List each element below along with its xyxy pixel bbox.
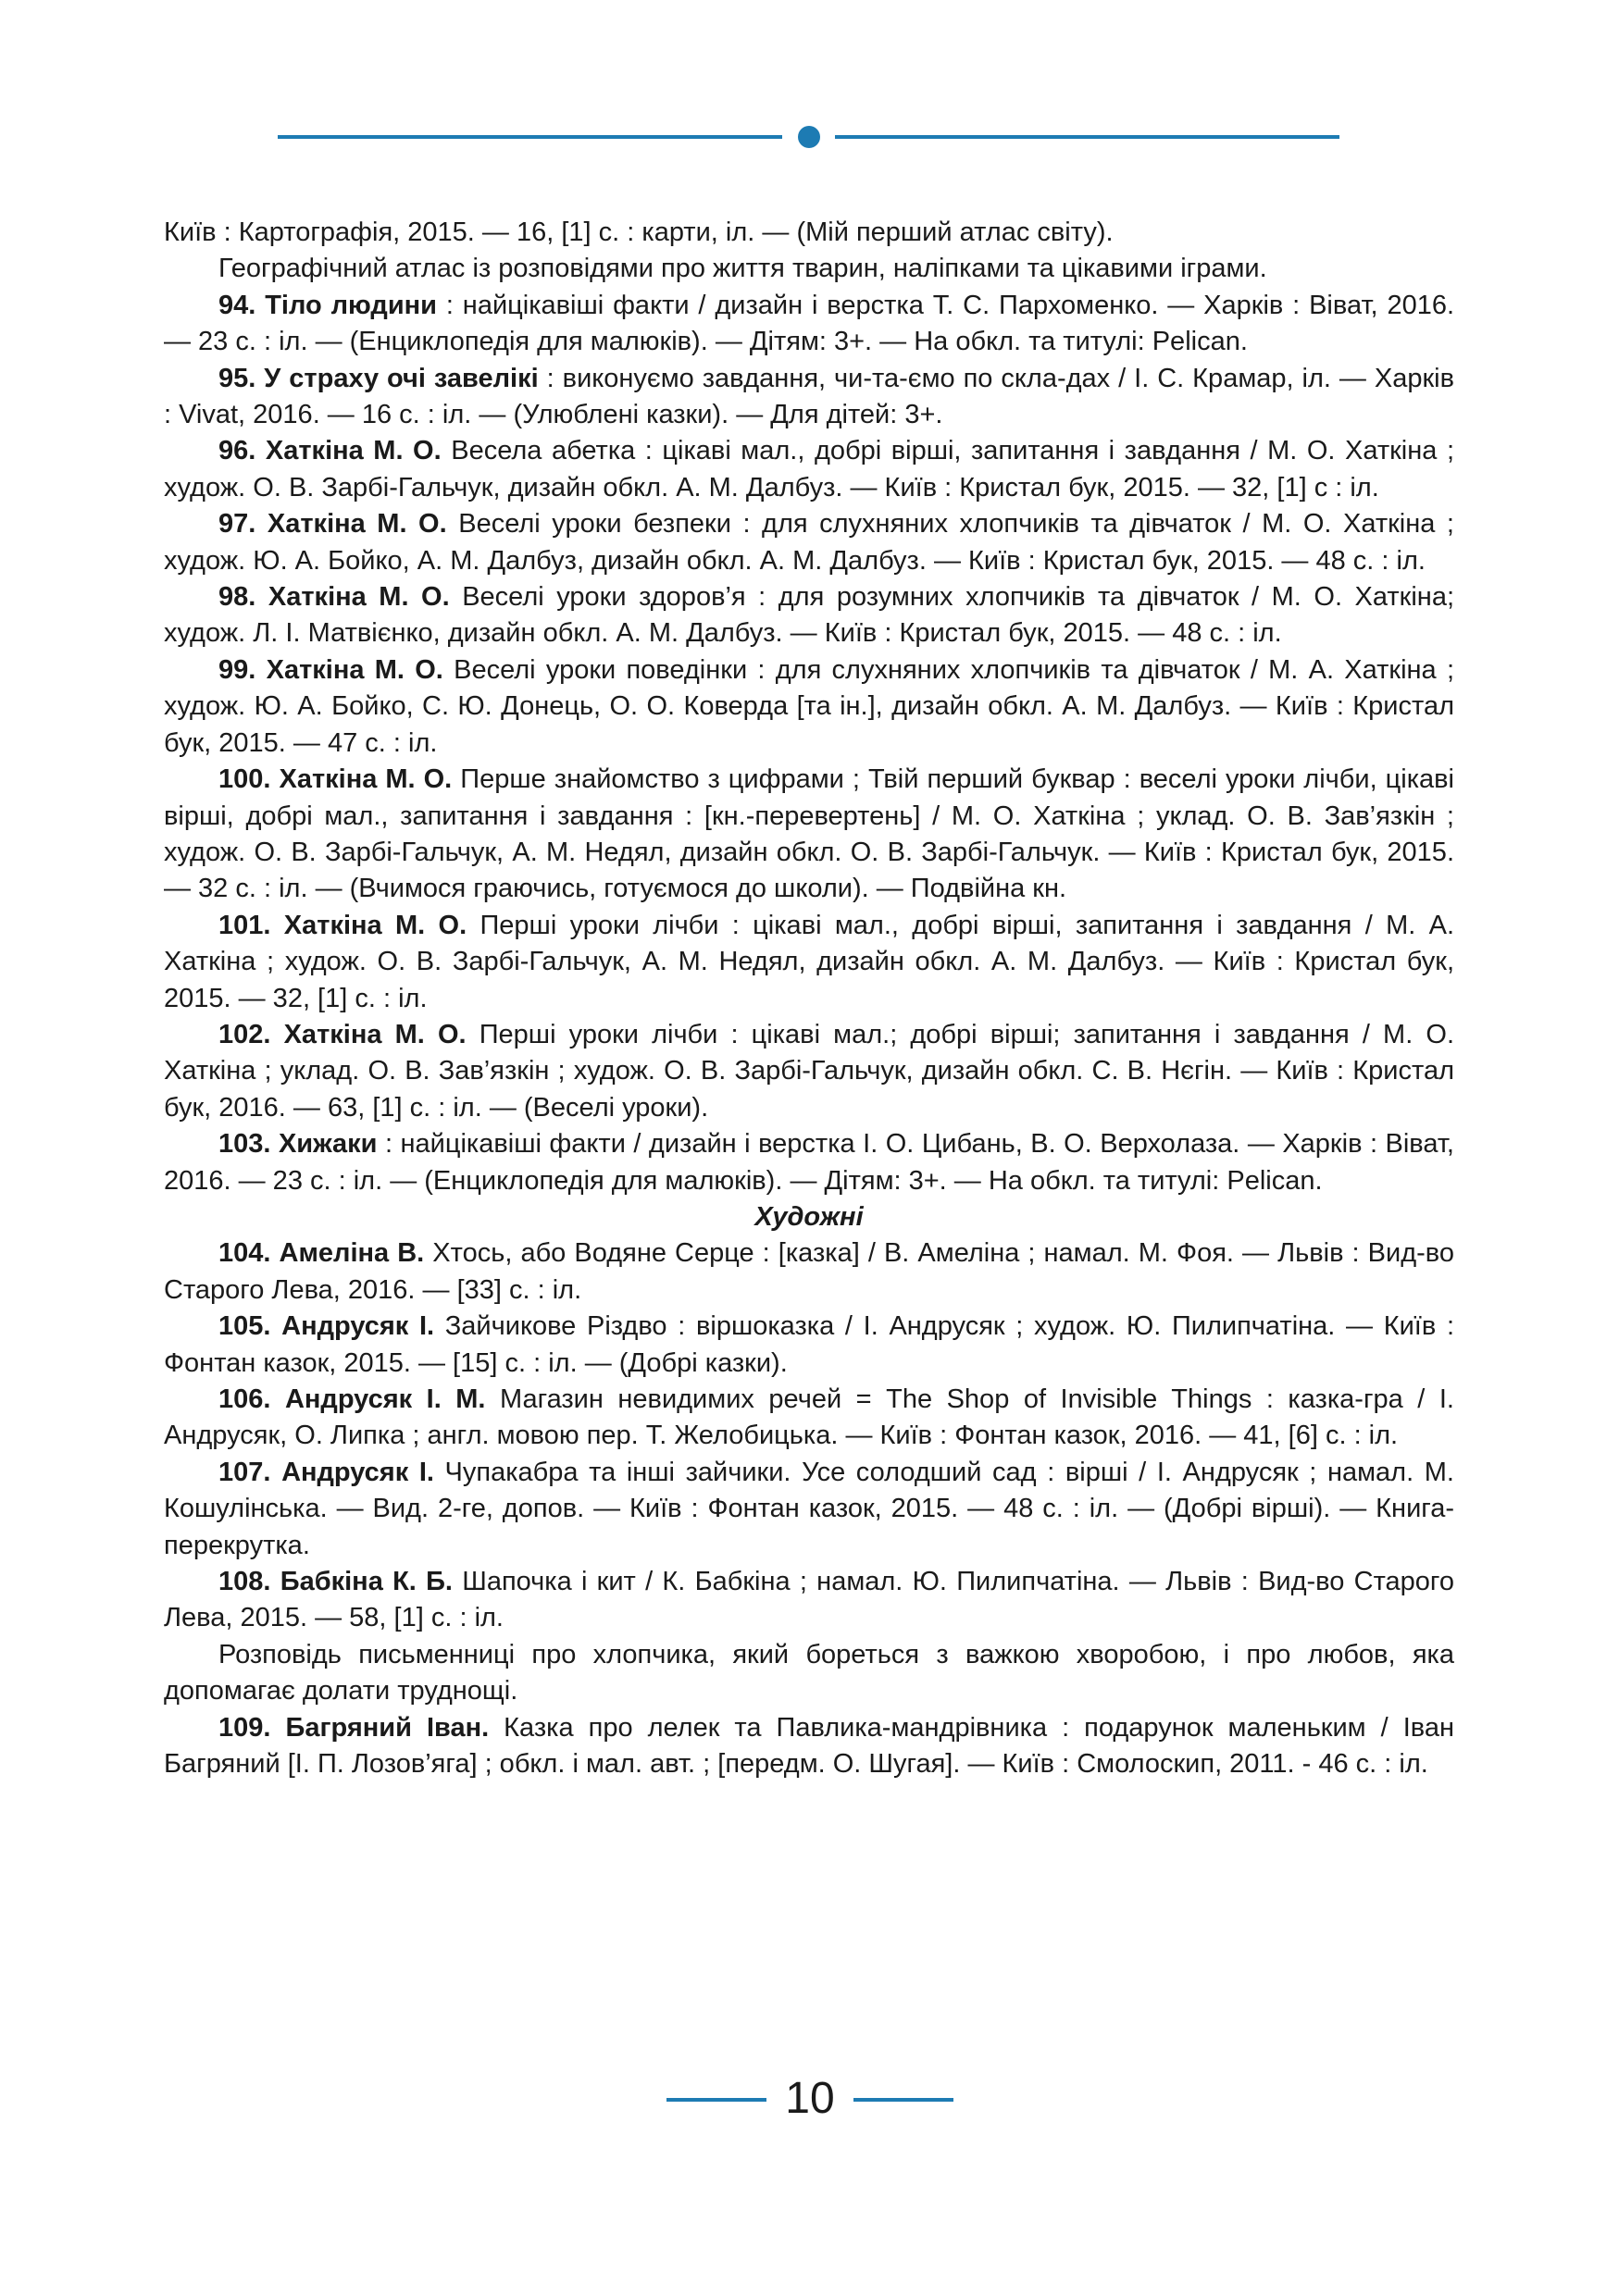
entry-author: Хаткіна М. О. <box>266 654 443 685</box>
entry-author: Хаткіна М. О. <box>265 436 442 466</box>
bibliography-entry <box>164 288 1454 361</box>
bibliography-entry <box>164 1126 1454 1199</box>
entry-text: Веселі уроки поведінки : для слухняних хлопчиків та дівчаток / М. А. Хаткіна ; худож. Ю. А. Бойко, С. Ю. Донець, О. О. Коверда [та ін.], дизайн обкл. А. М. Далбуз. — Київ : Кристал бук, 2015. — 47 с. : іл. <box>164 654 1454 758</box>
bibliography-entry <box>164 433 1454 506</box>
section-heading: Художні <box>754 1201 864 1232</box>
entry-text: Казка про лелек та Павлика-мандрівника : подарунок маленьким / Іван Багряний [І. П. Лозов’яга] ; обкл. і мал. авт. ; [передм. О. Шугая]. — Київ : Смолоскип, 2011. - 46 с. : іл. <box>164 1712 1454 1780</box>
entry-text: Розповідь письменниці про хлопчика, який бореться з важкою хворобою, і про любов, яка допомагає долати труднощі. <box>164 1639 1454 1706</box>
entry-author: Тіло людини <box>265 290 437 320</box>
bibliography-entry <box>164 1017 1454 1126</box>
page-footer <box>666 2071 953 2127</box>
entry-number: 94. <box>218 290 256 320</box>
bibliography-entry <box>164 215 1454 251</box>
entry-text: : найцікавіші факти / дизайн і верстка Т. С. Пархоменко. — Харків : Віват, 2016. — 23 с. : іл. — (Енциклопедія для малюків). — Дітям: 3+. — На обкл. та титулі: Pelican. <box>164 290 1455 357</box>
bibliography-entry <box>164 1382 1454 1455</box>
entry-author: Андрусяк І. М. <box>284 1384 486 1414</box>
entry-number: 103. <box>218 1129 271 1160</box>
entry-number: 108. <box>218 1567 271 1597</box>
entry-text: Шапочка і кит / К. Бабкіна ; намал. Ю. Пилипчатіна. — Львів : Вид-во Старого Лева, 2015. — 58, [1] с. : іл. <box>164 1567 1454 1633</box>
footer-right-line <box>853 2098 953 2102</box>
bibliography-entry <box>164 1235 1454 1309</box>
entry-author: У страху очі завелікі <box>264 363 539 393</box>
bibliography-list <box>164 215 1454 1782</box>
entry-number: 95. <box>218 363 256 393</box>
entry-text: Весела абетка : цікаві мал., добрі вірші, запитання і завдання / М. О. Хаткіна ; худож. О. В. Зарбі-Гальчук, дизайн обкл. А. М. Далбуз. — Київ : Кристал бук, 2015. — 32, [1] с : іл. <box>164 436 1454 503</box>
page-number: 10 <box>785 2074 835 2123</box>
bibliography-annotation <box>164 251 1454 287</box>
entry-text: Перші уроки лічби : цікаві мал., добрі вірші, запитання і завдання / М. А. Хаткіна ; худож. О. В. Зарбі-Гальчук, А. М. Недял, дизайн обкл. А. М. Далбуз. — Київ : Кристал бук, 2015. — 32, [1] с. : іл. <box>164 910 1455 1013</box>
entry-number: 104. <box>218 1238 271 1269</box>
header-rule-left-line <box>278 135 782 139</box>
entry-author: Андрусяк І. <box>281 1311 435 1342</box>
entry-number: 99. <box>218 654 256 685</box>
bibliography-entry <box>164 1455 1454 1564</box>
bibliography-entry <box>164 579 1454 652</box>
entry-author: Амеліна В. <box>279 1238 425 1269</box>
header-rule <box>278 126 1339 148</box>
entry-author: Хаткіна М. О. <box>283 1019 467 1049</box>
entry-author: Хижаки <box>278 1129 378 1160</box>
bibliography-entry <box>164 1309 1454 1382</box>
entry-number: 96. <box>218 436 256 466</box>
entry-number: 102. <box>218 1019 271 1049</box>
header-rule-right-line <box>835 135 1339 139</box>
entry-text: Магазин невидимих речей = The Shop of Invisible Things : казка-гра / І. Андрусяк, О. Липка ; англ. мовою пер. Т. Желобицька. — Київ : Фонтан казок, 2016. — 41, [6] с. : іл. <box>164 1384 1454 1451</box>
entry-text: : найцікавіші факти / дизайн і верстка І. О. Цибань, В. О. Верхолаза. — Харків : Віват, 2016. — 23 с. : іл. — (Енциклопедія для малюків). — Дітям: 3+. — На обкл. та титулі: Pelican. <box>164 1129 1454 1196</box>
entry-author: Андрусяк І. <box>281 1457 434 1487</box>
entry-number: 100. <box>218 764 271 795</box>
entry-number: 97. <box>218 509 256 540</box>
bibliography-entry <box>164 1564 1454 1637</box>
entry-author: Багряний Іван. <box>285 1712 490 1743</box>
entry-text: Чупакабра та інші зайчики. Усе солодший сад : вірші / І. Андрусяк ; намал. М. Кошулінська. — Вид. 2-ге, допов. — Київ : Фонтан казок, 2015. — 48 с. : іл. — (Добрі вірші). — Книга-перекрутка. <box>164 1457 1454 1560</box>
entry-text: Веселі уроки безпеки : для слухняних хлопчиків та дівчаток / М. О. Хаткіна ; худож. Ю. А. Бойко, А. М. Далбуз, дизайн обкл. А. М. Далбуз. — Київ : Кристал бук, 2015. — 48 с. : іл. <box>164 509 1454 576</box>
bibliography-entry <box>164 506 1454 579</box>
header-rule-dot <box>798 126 820 148</box>
entry-author: Бабкіна К. Б. <box>280 1567 453 1597</box>
footer-left-line <box>666 2098 766 2102</box>
entry-text: Зайчикове Різдво : віршоказка / І. Андрусяк ; худож. Ю. Пилипчатіна. — Київ : Фонтан казок, 2015. — [15] с. : іл. — (Добрі казки). <box>164 1311 1454 1378</box>
entry-text: Веселі уроки здоров’я : для розумних хлопчиків та дівчаток / М. О. Хаткіна; худож. Л. І. Матвієнко, дизайн обкл. А. М. Далбуз. — Київ : Кристал бук, 2015. — 48 с. : іл. <box>164 582 1454 649</box>
entry-text: Географічний атлас із розповідями про життя тварин, наліпками та цікавими іграми. <box>218 254 1267 284</box>
entry-number: 101. <box>218 910 271 940</box>
bibliography-entry <box>164 652 1454 762</box>
bibliography-annotation <box>164 1637 1454 1710</box>
entry-author: Хаткіна М. О. <box>268 582 450 613</box>
bibliography-entry <box>164 762 1454 908</box>
bibliography-entry <box>164 361 1454 434</box>
bibliography-entry <box>164 1710 1454 1783</box>
entry-text: : виконуємо завдання, чи-та-ємо по скла-дах / І. С. Крамар, іл. — Харків : Vivat, 2016. — 16 с. : іл. — (Улюблені казки). — Для дітей: 3+. <box>164 363 1455 430</box>
entry-author: Хаткіна М. О. <box>267 509 447 540</box>
entry-text: Перше знайомство з цифрами ; Твій перший буквар : веселі уроки лічби, цікаві вірші, добрі мал., запитання і завдання : [кн.-перевертень] / М. О. Хаткіна ; уклад. О. В. Зав’язкін ; худож. О. В. Зарбі-Гальчук, А. М. Недял, дизайн обкл. О. В. Зарбі-Гальчук. — Київ : Кристал бук, 2015. — 32 с. : іл. — (Вчимося граючись, готуємося до школи). — Подвійна кн. <box>164 764 1454 904</box>
entry-number: 98. <box>218 582 256 613</box>
bibliography-entry <box>164 908 1454 1017</box>
entry-number: 109. <box>218 1712 271 1743</box>
entry-number: 107. <box>218 1457 271 1487</box>
entry-author: Хаткіна М. О. <box>283 910 467 940</box>
entry-text: Перші уроки лічби : цікаві мал.; добрі вірші; запитання і завдання / М. О. Хаткіна ; уклад. О. В. Зав’язкін ; худож. О. В. Зарбі-Гальчук, дизайн обкл. С. В. Нєгін. — Київ : Кристал бук, 2016. — 63, [1] с. : іл. — (Веселі уроки). <box>164 1019 1455 1123</box>
entry-number: 106. <box>218 1384 271 1414</box>
entry-text: Київ : Картографія, 2015. — 16, [1] с. : карти, іл. — (Мій перший атлас світу). <box>164 217 1114 247</box>
entry-number: 105. <box>218 1311 271 1342</box>
entry-author: Хаткіна М. О. <box>279 764 453 795</box>
entry-text: Хтось, або Водяне Серце : [казка] / В. Амеліна ; намал. М. Фоя. — Львів : Вид-во Старого Лева, 2016. — [33] с. : іл. <box>164 1238 1454 1305</box>
